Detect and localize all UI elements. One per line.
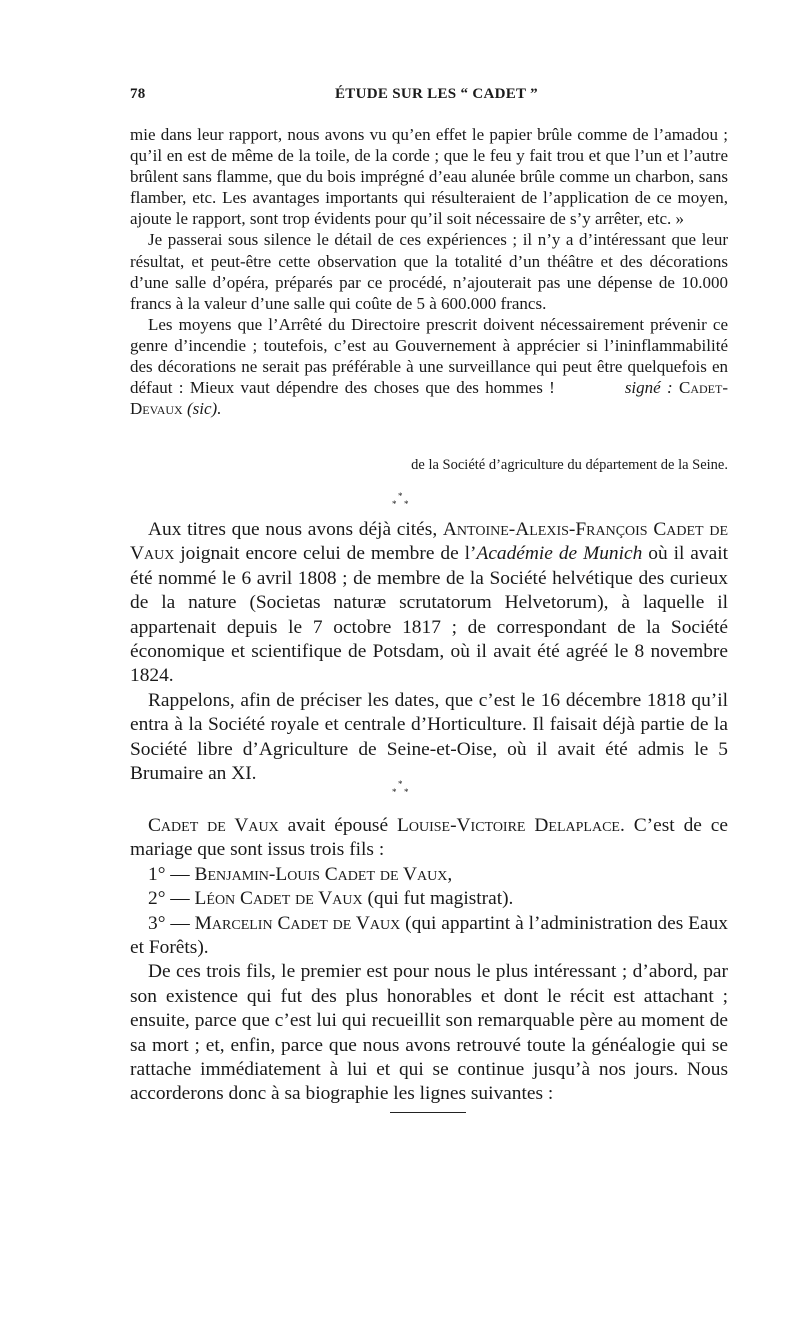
signed-name: Cadet-Devaux: [130, 378, 729, 419]
asterism-2: * * *: [392, 779, 409, 797]
titles-paragraph: [130, 518, 728, 689]
section-titles: [130, 518, 728, 786]
report-paragraph-1: mie dans leur rapport, nous avons vu qu’en effet le papier brûle comme de l’amadou ; qu’il en est de même de la toile, de la corde ; que le feu y fait trou et que l’un et l’autre brûlent sans flamme, que du bois imprégné d’eau alunée brûle comme un charbon, sans flamber, etc. Les avantages importants qui résulteraient de l’application de ce moyen, ajoute le rapport, sont trop évidents pour qu’il soit nécessaire de s’y arrêter, etc. »: [130, 125, 728, 229]
running-title: ÉTUDE SUR LES “ CADET ”: [335, 86, 538, 102]
son-item: 1° — Benjamin-Louis Cadet de Vaux,: [148, 863, 453, 885]
signed-sic: (sic).: [186, 399, 222, 419]
page-number: 78: [130, 86, 146, 102]
closing-rule: [390, 1112, 466, 1113]
person-name: Antoine-Alexis-François Cadet de Vaux: [130, 519, 728, 565]
report-paragraph-2: Je passerai sous silence le détail de ces expériences ; il n’y a d’intéressant que leur résultat, et peut-être cette observation que la totalité d’un théâtre et des décorations d’une salle d’opéra, préparés par ce procédé, n’ajouterait pas une dépense de 10.000 francs à la valeur d’une salle qui coûte de 5 à 600.000 francs.: [130, 230, 728, 313]
biography-intro-paragraph: De ces trois fils, le premier est pour nous le plus intéressant ; d’abord, par son existence qui fut des plus honorables et dont le récit est attachant ; ensuite, parce que c’est lui qui recueillit son remarquable père au moment de sa mort ; et, enfin, parce que nous avons retrouvé toute la généalogie qui se rattache immédiatement à lui et qui se continue jusqu’à nos jours. Nous accorderons donc à sa biographie les lignes suivantes :: [130, 961, 728, 1105]
academy-name: Académie de Munich: [476, 543, 643, 565]
report-paragraph-3: [130, 314, 728, 419]
dates-paragraph: Rappelons, afin de préciser les dates, que c’est le 16 décembre 1818 qu’il entra à la Société royale et centrale d’Horticulture. Il faisait déjà partie de la Société libre d’Agriculture de Seine-et-Oise, où il avait été admis le 5 Brumaire an XI.: [130, 689, 728, 785]
asterism-1: * * *: [392, 491, 409, 509]
titles-rest: où il avait été nommé le 6 avril 1808 ; de membre de la Société helvétique des curieux de la nature (Societas naturæ scrutatorum Helvetorum), à laquelle il appartenait depuis le 7 octobre 1817 ; de correspondant de la Société économique et scientifique de Potsdam, où il avait été agréé le 8 novembre 1824.: [130, 543, 728, 687]
report-paragraph-3-text: Les moyens que l’Arrêté du Directoire prescrit doivent nécessairement prévenir ce genre d’incendie ; toutefois, c’est au Gouvernement à apprécier si l’ininflammabilité des décorations ne serait pas préférable à une surveillance qui peut être quelquefois en défaut : Mieux vaut dépendre des choses que des hommes !: [130, 314, 728, 398]
titles-intro: Aux titres que nous avons déjà cités,: [148, 519, 443, 540]
report-quotation: [130, 124, 728, 419]
son-item: 2° — Léon Cadet de Vaux (qui fut magistrat).: [148, 888, 514, 910]
section-family: [130, 814, 728, 1107]
running-header: [130, 86, 728, 110]
wife-name: Louise-Victoire Delaplace: [397, 815, 620, 836]
society-line: de la Société d’agriculture du département de la Seine.: [411, 457, 728, 473]
sons-list: [130, 863, 728, 961]
son-item: 3° — Marcelin Cadet de Vaux (qui appartint à l’administration des Eaux et Forêts).: [130, 912, 728, 959]
husband-name: Cadet de Vaux: [148, 815, 279, 836]
marriage-paragraph: Cadet de Vaux avait épousé Louise-Victoire Delaplace. C’est de ce mariage que sont issus trois fils :: [130, 815, 728, 861]
signed-label: signé :: [624, 378, 673, 398]
titles-mid: joignait encore celui de membre de l’: [174, 543, 477, 565]
